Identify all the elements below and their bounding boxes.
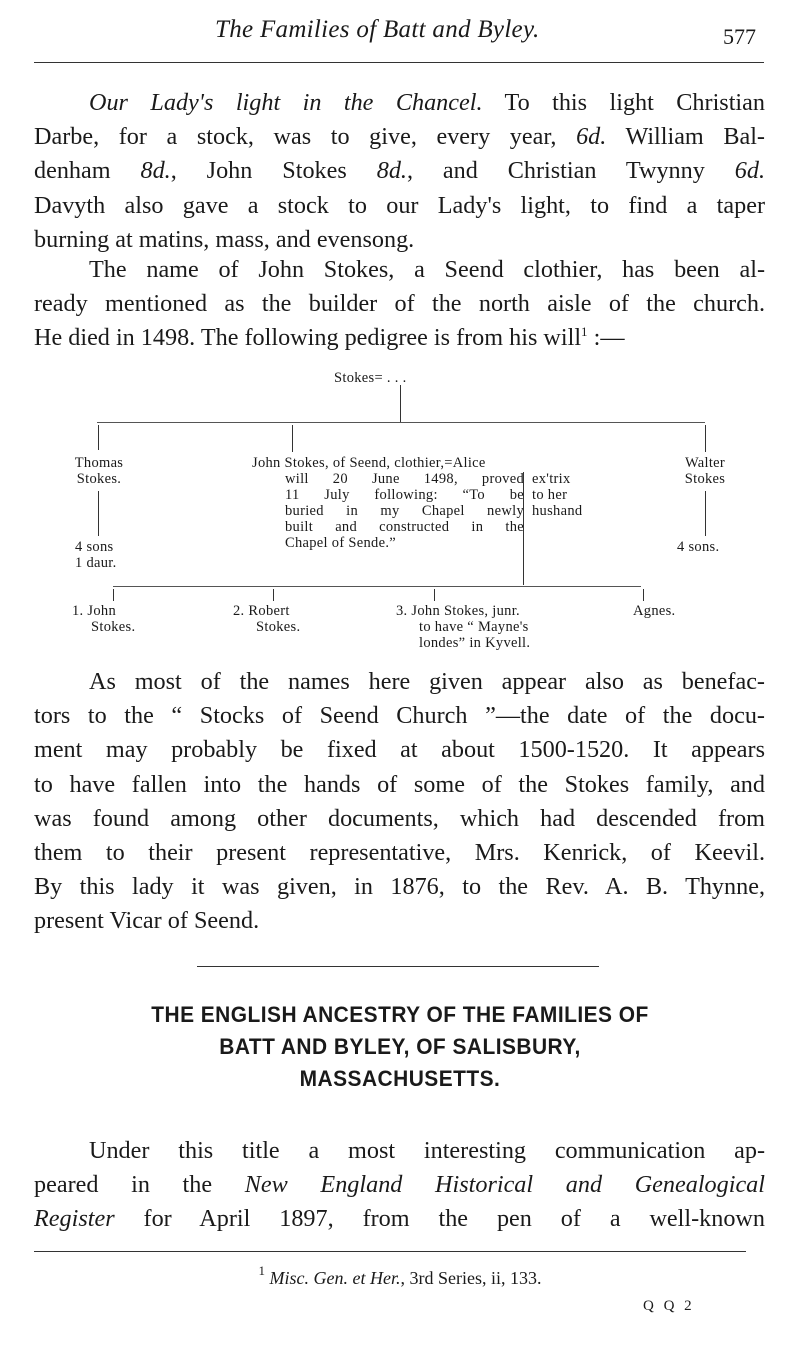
text-line: present Vicar of Seend. (34, 907, 260, 935)
issue-line-text: 4 sons (75, 539, 114, 555)
grandchild-agnes: Agnes. (633, 603, 676, 619)
text-line (34, 1168, 765, 1202)
text-run: denham (34, 157, 141, 185)
child-number: 1. (72, 603, 84, 619)
heading-line: THE ENGLISH ANCESTRY OF THE FAMILIES OF (151, 1002, 649, 1027)
paragraph-john-stokes (34, 253, 765, 356)
text-line: tors to the “ Stocks of Seend Church ”—the date of the docu- (34, 702, 765, 730)
grandchild-john (72, 603, 135, 635)
footnote-rule (34, 1251, 746, 1252)
detail-line: will 20 June 1498, proved (285, 471, 524, 487)
text-line: Davyth also gave a stock to our Lady's light, to find a taper (34, 191, 765, 219)
pedigree-person-john-stokes (252, 455, 524, 551)
section-heading (65, 999, 735, 1095)
grandchild-robert (233, 603, 300, 635)
italic-run: 8d. (376, 157, 407, 185)
italic-run: Our Lady's light in the Chancel. (89, 89, 483, 116)
name-line: Stokes. (91, 619, 136, 635)
name-line: John (87, 603, 117, 619)
signature-mark: Q Q 2 (643, 1298, 695, 1314)
page-number: 577 (723, 24, 756, 49)
text-line (34, 321, 765, 355)
italic-run: New England Historical and Genealogical (244, 1171, 766, 1199)
text-run: , and Christian Twynny (406, 157, 735, 185)
footnote-source: Misc. Gen. et Her. (269, 1268, 401, 1288)
grandchildren-line (113, 586, 641, 587)
text-run: , John Stokes (170, 157, 377, 185)
drop-line (292, 425, 293, 452)
pedigree-spouse-alice (532, 471, 582, 519)
root-descent-line (400, 385, 401, 422)
drop-line (98, 425, 99, 450)
paragraph-our-ladys-light (34, 86, 765, 257)
name-line: Stokes. (76, 471, 122, 487)
text-line: them to their present representative, Mrs. Kenrick, of Keevil. (34, 838, 765, 866)
detail-line: londes” in Kyvell. (419, 635, 531, 651)
footnote-marker: 1 (258, 1263, 266, 1278)
spouse-line: ex'trix (532, 471, 571, 487)
text-line: As most of the names here given appear also as benefac- (89, 668, 765, 695)
issue-line (98, 491, 99, 536)
name-line: Robert (248, 603, 290, 619)
detail-line: buried in my Chapel newly (285, 503, 524, 519)
name-line: Thomas (74, 455, 124, 471)
italic-run: 8d. (140, 157, 171, 185)
text-run: peared in the (34, 1171, 245, 1199)
footnote (0, 1263, 800, 1289)
pedigree-person-thomas (59, 455, 139, 487)
text-line: ready mentioned as the builder of the north aisle of the church. (34, 290, 765, 318)
issue-line-text: 1 daur. (75, 555, 117, 571)
child-number: 2. (233, 603, 245, 619)
footnote-reference[interactable]: 1 (581, 324, 588, 340)
spouse-line: to her (532, 487, 568, 503)
text-line: The name of John Stokes, a Seend clothier, has been al- (89, 256, 765, 283)
text-line (34, 120, 765, 154)
text-line (34, 154, 765, 188)
text-line: burning at matins, mass, and evensong. (34, 225, 415, 253)
issue-line (705, 491, 706, 536)
grandchild-john-junr (396, 603, 530, 651)
text-run: Darbe, for a stock, was to give, every year, (34, 123, 577, 151)
text-run: :— (587, 324, 625, 352)
text-run: William Bal- (606, 123, 765, 151)
heading-line: BATT AND BYLEY, OF SALISBURY, (219, 1034, 581, 1059)
drop-line (434, 589, 435, 601)
name-line: John Stokes, junr. (411, 603, 520, 619)
sibling-line (97, 422, 705, 423)
detail-line: to have “ Mayne's (419, 619, 529, 635)
heading-line: MASSACHUSETTS. (299, 1066, 501, 1091)
text-line: to have fallen into the hands of some of the Stokes family, and (34, 770, 765, 798)
text-line: was found among other documents, which had descended from (34, 804, 765, 832)
footnote-text: , 3rd Series, ii, 133. (400, 1268, 542, 1288)
section-divider (197, 966, 599, 967)
pedigree-person-walter (665, 455, 745, 487)
name-line: Walter (684, 455, 726, 471)
name-line: Stokes. (256, 619, 301, 635)
detail-line: built and constructed in the (285, 519, 524, 535)
italic-run: 6d. (734, 157, 765, 185)
drop-line (643, 589, 644, 601)
drop-line (113, 589, 114, 601)
spouse-line: hushand (532, 503, 583, 519)
drop-line (705, 425, 706, 452)
running-title: The Families of Batt and Byley. (215, 16, 540, 43)
pedigree-issue-thomas (75, 539, 117, 571)
text-line: By this lady it was given, in 1876, to the Rev. A. B. Thynne, (34, 873, 765, 901)
name-line: John Stokes, of Seend, clothier,=Alice (252, 455, 486, 471)
paragraph-benefactors (34, 665, 765, 939)
child-number: 3. (396, 603, 408, 619)
text-line: ment may probably be fixed at about 1500-1520. It appears (34, 736, 765, 764)
text-line: Under this title a most interesting communication ap- (89, 1137, 765, 1164)
text-line (34, 86, 765, 120)
text-run: He died in 1498. The following pedigree is from his will (34, 324, 582, 352)
marriage-descent-line (523, 472, 524, 585)
pedigree-root: Stokes= . . . (334, 370, 407, 386)
italic-run: Register (34, 1205, 115, 1233)
detail-line: Chapel of Sende.” (285, 535, 396, 551)
text-run: To this light Christian (482, 89, 765, 116)
drop-line (273, 589, 274, 601)
italic-run: 6d. (576, 123, 607, 151)
text-run: for April 1897, from the pen of a well-known (114, 1205, 765, 1233)
paragraph-under-this-title (34, 1134, 765, 1237)
header-rule (34, 62, 764, 63)
text-line (34, 1202, 765, 1236)
running-head (0, 10, 800, 50)
name-line: Stokes (684, 471, 726, 487)
pedigree-issue-walter: 4 sons. (677, 539, 720, 555)
detail-line: 11 July following: “To be (285, 487, 524, 503)
